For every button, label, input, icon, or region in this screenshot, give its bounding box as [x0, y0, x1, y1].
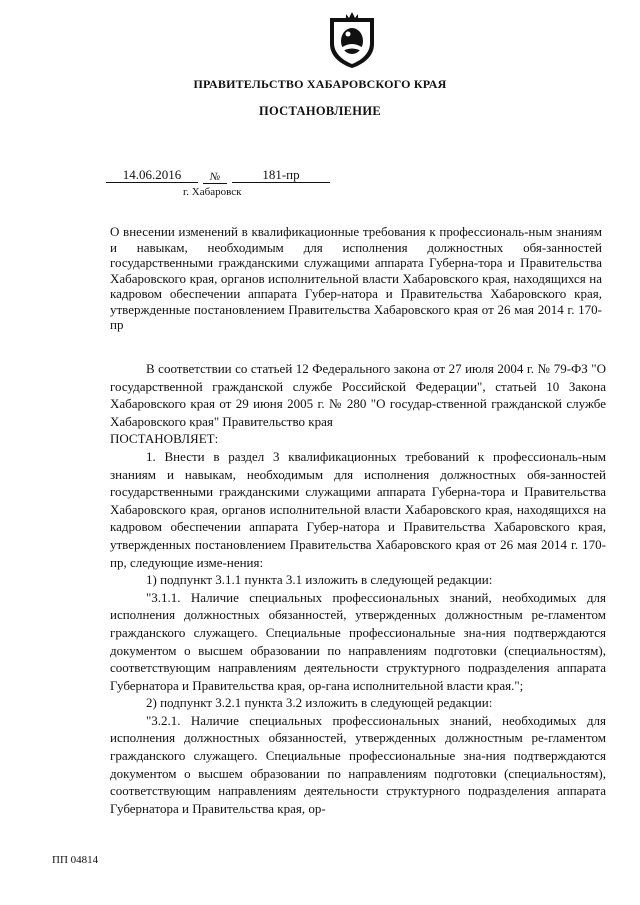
document-type: ПОСТАНОВЛЕНИЕ: [258, 104, 381, 118]
item-1-paragraph: 1. Внести в раздел 3 квалификационных требований к профессиональ-ным знаниям и навыкам, необходимым для исполнения должностных обя-занностей государственными гражданскими служащими аппарата Губерна-тора и Правительства Хабаровского края, органов исполнительной власти Хабаровского края, находящихся на кадровом обеспечении аппарата Губер-натора и Правительства Хабаровского края, утвержденных постановлением Правительства Хабаровского края от 26 мая 2014 г. 170-пр, следующие изме-нения:: [110, 448, 606, 570]
coat-of-arms-icon: [324, 10, 380, 70]
quote-2-paragraph: "3.2.1. Наличие специальных профессиональных знаний, необходимых для исполнения должностных обязанностей, утвержденных должностным ре-гламентом гражданского служащего. Специальные профессиональные зна-ния подтверждаются документом о высшем образовании по направлениям подготовки (специальностям), соответствующим направлениям деятельности структурного подразделения аппарата Губернатора и Правительства края, ор-: [110, 712, 606, 816]
decree-heading: ПОСТАНОВЛЯЕТ:: [110, 431, 219, 447]
preamble-paragraph: В соответствии со статьей 12 Федерального закона от 27 июля 2004 г. № 79-ФЗ "О государственной гражданской службе Российской Федерации", статьей 10 Закона Хабаровского края от 29 июня 2005 г. № 280 "О государ-ственной гражданской службе Хабаровского края" Правительство края: [110, 361, 606, 429]
subitem-2-paragraph: 2) подпункт 3.2.1 пункта 3.2 изложить в следующей редакции:: [146, 695, 493, 711]
document-number: 181-пр: [232, 168, 330, 183]
government-title: ПРАВИТЕЛЬСТВО ХАБАРОВСКОГО КРАЯ: [193, 77, 447, 91]
document-subject: О внесении изменений в квалификационные требования к профессиональ-ным знаниям и навыкам, необходимым для исполнения должностных обя-занностей государственными гражданскими служащими аппарата Губерна-тора и Правительства Хабаровского края, органов исполнительной власти Хабаровского края, находящихся на кадровом обеспечении аппарата Губер-натора и Правительства Хабаровского края, утвержденные постановлением Правительства Хабаровского края от 26 мая 2014 г. 170-пр: [110, 224, 602, 332]
footer-code: ПП 04814: [52, 854, 99, 866]
document-body: [110, 360, 606, 817]
quote-1-paragraph: "3.1.1. Наличие специальных профессиональных знаний, необходимых для исполнения должностных обязанностей, утвержденных должностным ре-гламентом гражданского служащего. Специальные профессиональные зна-ния подтверждаются документом о высшем образовании по направлениям подготовки (специальностям), соответствующим направлениям деятельности структурного подразделения аппарата Губернатора и Правительства края, ор-гана исполнительной власти края.";: [110, 589, 606, 693]
subitem-1-paragraph: 1) подпункт 3.1.1 пункта 3.1 изложить в следующей редакции:: [146, 572, 493, 588]
city-label: г. Хабаровск: [183, 186, 242, 198]
number-sign: №: [203, 171, 227, 184]
document-date: 14.06.2016: [106, 168, 198, 183]
